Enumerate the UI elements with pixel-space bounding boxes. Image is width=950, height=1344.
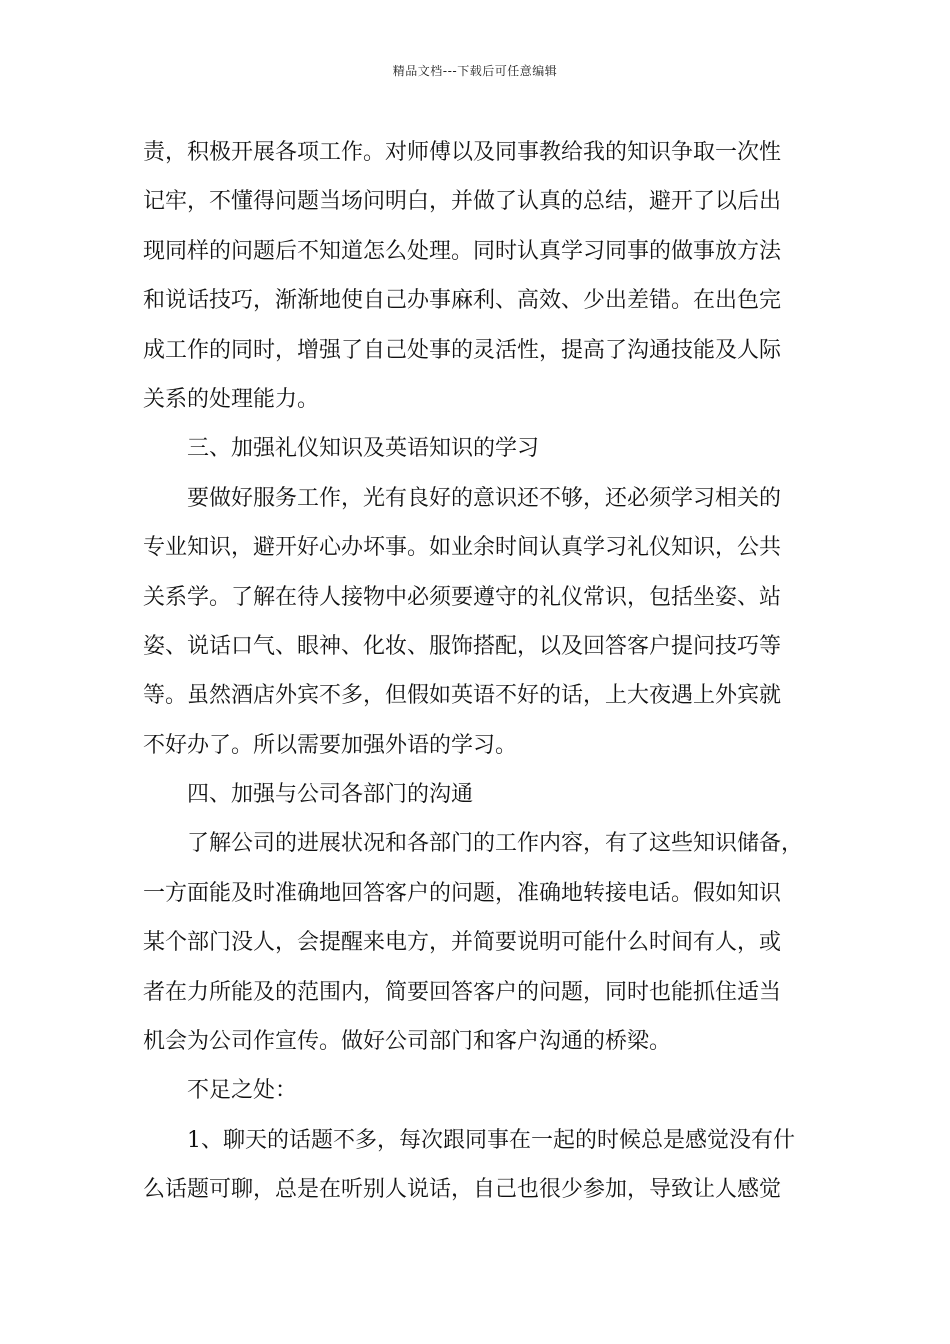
text-line: 姿、说话口气、眼神、化妆、服饰搭配，以及回答客户提问技巧等: [143, 633, 782, 659]
text-line: 和说话技巧，渐渐地使自己办事麻利、高效、少出差错。在出色完: [143, 288, 782, 314]
paragraph-first-line: 1、聊天的话题不多，每次跟同事在一起的时候总是感觉没有什: [187, 1127, 795, 1153]
text-line: 机会为公司作宣传。做好公司部门和客户沟通的桥梁。: [143, 1029, 672, 1055]
text-line: 一方面能及时准确地回答客户的问题，准确地转接电话。假如知识: [143, 880, 782, 906]
text-line: 关系的处理能力。: [143, 386, 320, 412]
text-line: 现同样的问题后不知道怎么处理。同时认真学习同事的做事放方法: [143, 238, 782, 264]
text-line: 不好办了。所以需要加强外语的学习。: [143, 732, 518, 758]
text-line: 记牢，不懂得问题当场问明白，并做了认真的总结，避开了以后出: [143, 189, 782, 215]
text-line: 关系学。了解在待人接物中必须要遵守的礼仪常识，包括坐姿、站: [143, 584, 782, 610]
text-line: 某个部门没人，会提醒来电方，并简要说明可能什么时间有人，或: [143, 930, 782, 956]
paragraph-first-line: 了解公司的进展状况和各部门的工作内容，有了这些知识储备，: [187, 831, 804, 857]
text-line: 么话题可聊，总是在听别人说话，自己也很少参加，导致让人感觉: [143, 1177, 782, 1203]
page-header: 精品文档---下载后可任意编辑: [392, 64, 558, 78]
text-line: 成工作的同时，增强了自己处事的灵活性，提高了沟通技能及人际: [143, 337, 782, 363]
section-heading: 三、加强礼仪知识及英语知识的学习: [187, 436, 540, 462]
text-line: 专业知识，避开好心办坏事。如业余时间认真学习礼仪知识，公共: [143, 535, 782, 561]
text-line: 等。虽然酒店外宾不多，但假如英语不好的话，上大夜遇上外宾就: [143, 683, 782, 709]
section-heading: 不足之处：: [187, 1078, 298, 1104]
text-line: 者在力所能及的范围内，简要回答客户的问题，同时也能抓住适当: [143, 979, 782, 1005]
document-body: [143, 128, 803, 1215]
paragraph-first-line: 要做好服务工作，光有良好的意识还不够，还必须学习相关的: [187, 485, 782, 511]
section-heading: 四、加强与公司各部门的沟通: [187, 782, 474, 808]
text-line: 责，积极开展各项工作。对师傅以及同事教给我的知识争取一次性: [143, 140, 782, 165]
